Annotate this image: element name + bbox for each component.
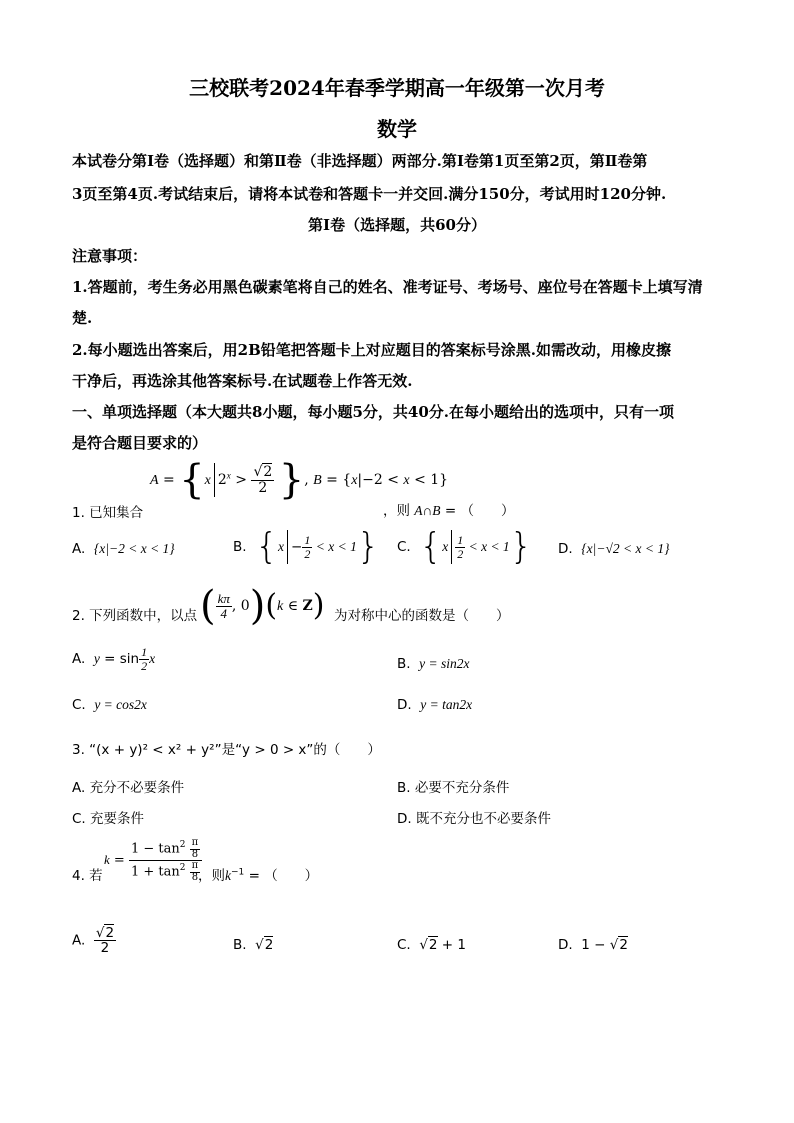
q3-stem: 3. “(x + y)² < x² + y²”是“y > 0 > x”的（ ）	[72, 742, 381, 758]
q4-stem-start: 4. 若	[72, 868, 103, 884]
q4-option-d[interactable]: D. 1 − √2	[558, 937, 628, 953]
q1-option-b[interactable]: B. {x − $\frac{1}{2}$ < x < 1}	[233, 526, 380, 567]
q1-option-d-text: {x|−√2 < x < 1}	[581, 541, 670, 556]
q3-option-d[interactable]: D. 既不充分也不必要条件	[397, 811, 551, 827]
q2-stem-end: 为对称中心的函数是（ ）	[334, 608, 510, 624]
note-2-line-1: 2.每小题选出答案后，用2B铅笔把答题卡上对应题目的答案标号涂黑.如需改动，用橡皮擦	[72, 341, 672, 359]
q2-option-a[interactable]: A. y = sin $\frac{1}{2}$ x	[72, 645, 156, 673]
q1-set-definition: A = {x $2^x$ > $\frac{√2}{2}$ }, B = {x|−2 < x < 1}	[150, 457, 449, 503]
q1-stem-start: 1. 已知集合	[72, 505, 144, 521]
q3-option-c[interactable]: C. 充要条件	[72, 811, 145, 827]
section-1-line-2: 是符合题目要求的）	[72, 434, 208, 452]
part-one-heading: 第Ⅰ卷（选择题，共60分）	[308, 216, 486, 234]
q4-option-b[interactable]: B. √2	[233, 937, 274, 953]
notes-heading: 注意事项：	[72, 247, 148, 265]
q4-k-formula: k = $1 - \tan^2$ $\frac{\pi}{8}$ $1 + \tan^2$ $\frac{\pi}{8}$	[104, 838, 202, 883]
subject-title: 数学	[377, 117, 417, 141]
note-2-line-2: 干净后，再选涂其他答案标号.在试题卷上作答无效.	[72, 372, 413, 390]
q4-stem-end: ，则$k^{-1}$ = （ ）	[198, 867, 319, 884]
q2-option-d-text: y = tan2x	[420, 697, 473, 712]
q1-option-c[interactable]: C. {x $\frac{1}{2}$ < x < 1}	[397, 526, 533, 567]
q1-blank: （ ）	[460, 503, 515, 519]
exam-title: 三校联考2024年春季学期高一年级第一次月考	[189, 76, 605, 100]
q2-option-d[interactable]: D. y = tan2x	[397, 697, 473, 713]
q1-stem-end: ，则 A∩B = （ ）	[383, 503, 515, 519]
q4-option-a[interactable]: A. $\frac{√2}{2}$	[72, 925, 115, 957]
q4-blank: （ ）	[264, 868, 319, 884]
intro-line-2: 3页至第4页.考试结束后，请将本试卷和答题卡一并交回.满分150分，考试用时120分钟.	[72, 185, 667, 203]
q1-stem-end-text: ，则	[383, 503, 410, 519]
note-1-line-1: 1.答题前，考生务必用黑色碳素笔将自己的姓名、准考证号、考场号、座位号在答题卡上填写清	[72, 278, 703, 296]
section-1-line-1: 一、单项选择题（本大题共8小题，每小题5分，共40分.在每小题给出的选项中，只有一项	[72, 403, 674, 421]
q3-option-a[interactable]: A. 充分不必要条件	[72, 780, 185, 796]
intro-line-1: 本试卷分第Ⅰ卷（选择题）和第Ⅱ卷（非选择题）两部分.第Ⅰ卷第1页至第2页，第Ⅱ卷第	[72, 152, 648, 170]
q1-option-a-text: {x|−2 < x < 1}	[93, 541, 175, 556]
q1-option-d[interactable]: D. {x|−√2 < x < 1}	[558, 541, 670, 557]
note-1-line-2: 楚.	[72, 309, 93, 327]
q2-option-b[interactable]: B. y = sin2x	[397, 656, 470, 672]
q4-option-c[interactable]: C. √2 + 1	[397, 937, 466, 953]
q2-option-c[interactable]: C. y = cos2x	[72, 697, 147, 713]
q2-option-c-text: y = cos2x	[94, 697, 147, 712]
q1-option-a[interactable]: A. {x|−2 < x < 1}	[72, 541, 175, 557]
q3-option-b[interactable]: B. 必要不充分条件	[397, 780, 510, 796]
q2-option-b-text: y = sin2x	[419, 656, 470, 671]
q4-stem-end-text: ，则	[198, 868, 225, 884]
q1-intersection: A∩B	[414, 503, 441, 518]
q2-center-point: ( $\frac{k\pi}{4}$ , 0)(k ∈ Z)	[200, 583, 325, 629]
q2-stem-start: 2. 下列函数中，以点	[72, 608, 198, 624]
